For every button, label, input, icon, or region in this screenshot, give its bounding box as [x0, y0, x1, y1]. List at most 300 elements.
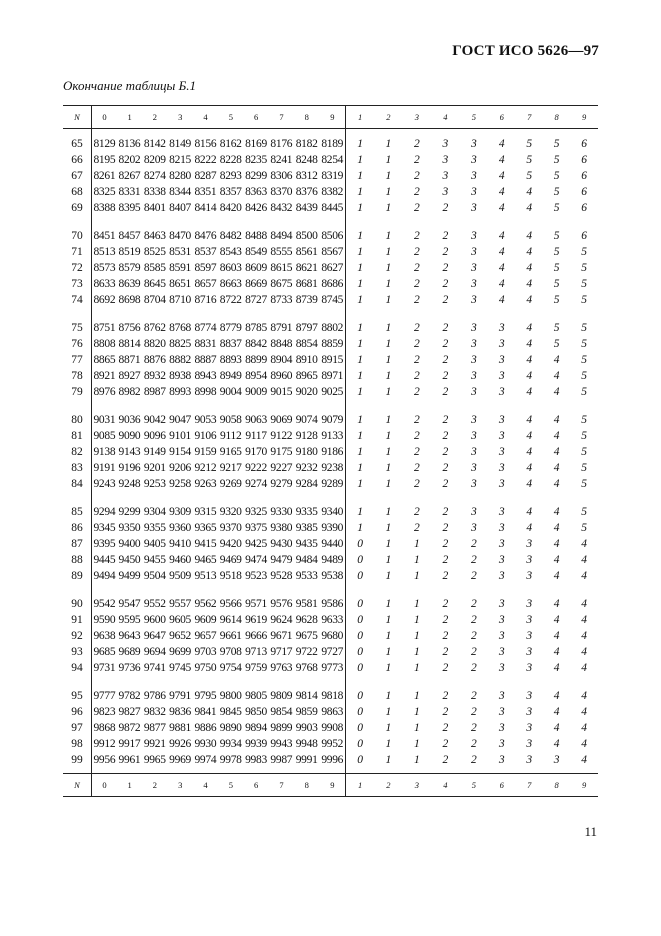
mantissa-cell: 8965: [295, 370, 318, 383]
difference-cell: 2: [414, 246, 420, 259]
mantissa-cell: 8222: [194, 154, 217, 167]
difference-cell: 4: [581, 538, 588, 551]
difference-cell: 2: [470, 722, 477, 735]
difference-cell: 3: [498, 706, 505, 719]
mantissa-cell: 8451: [93, 230, 116, 243]
difference-cell: 1: [385, 414, 392, 427]
difference-cell: 1: [414, 706, 420, 719]
mantissa-cell: 8287: [194, 170, 217, 183]
difference-cell: 3: [553, 754, 560, 767]
mantissa-cell: 8299: [245, 170, 267, 183]
mantissa-cell: 8797: [295, 322, 318, 335]
difference-cell: 0: [357, 722, 364, 735]
difference-cell: 3: [526, 570, 533, 583]
mantissa-cell: 8591: [169, 262, 191, 275]
difference-cell: 0: [357, 662, 364, 675]
mantissa-cell: 9138: [93, 446, 116, 459]
difference-cell: 4: [526, 186, 533, 199]
mantissa-cell: 8993: [169, 386, 191, 399]
mantissa-cell: 8943: [194, 370, 217, 383]
difference-cell: 1: [385, 506, 392, 519]
mantissa-cell: 8241: [270, 154, 293, 167]
mantissa-cell: 8519: [118, 246, 141, 259]
difference-cell: 3: [498, 554, 505, 567]
mantissa-cell: 9675: [295, 630, 318, 643]
mantissa-cell: 9330: [270, 506, 293, 519]
mantissa-cell: 8189: [319, 129, 345, 154]
difference-cell: 1: [357, 386, 364, 399]
difference-cell: 5: [553, 322, 560, 335]
mantissa-cell: 9069: [270, 414, 293, 427]
mantissa-cell: 9420: [219, 538, 242, 551]
difference-cell: 3: [526, 538, 533, 551]
difference-cell: 4: [526, 246, 533, 259]
header-cell: 2: [374, 106, 402, 129]
mantissa-cell: 9952: [319, 737, 345, 753]
mantissa-cell: 9590: [93, 614, 116, 627]
mantissa-cell: 9877: [143, 722, 166, 735]
difference-cell: 5: [553, 262, 560, 275]
mantissa-cell: 9243: [93, 478, 116, 491]
footer-header-cell: 7: [269, 774, 294, 797]
difference-cell: 4: [498, 138, 505, 151]
row-number-cell: 92: [63, 629, 91, 645]
mantissa-cell: 8500: [295, 230, 318, 243]
difference-cell: 1: [414, 554, 420, 567]
mantissa-cell: 9881: [169, 722, 191, 735]
mantissa-cell: 9212: [194, 462, 217, 475]
mantissa-cell: 8195: [93, 154, 116, 167]
mantissa-cell: 9763: [270, 662, 293, 675]
mantissa-cell: 8686: [319, 277, 345, 293]
mantissa-cell: 9671: [270, 630, 293, 643]
table-row: [63, 221, 598, 245]
difference-cell: 4: [526, 354, 533, 367]
mantissa-cell: 9566: [219, 598, 242, 611]
difference-cell: 2: [470, 614, 477, 627]
difference-cell: 4: [498, 154, 505, 167]
mantissa-cell: 9827: [118, 706, 141, 719]
mantissa-cell: 9800: [219, 690, 242, 703]
mantissa-cell: 9694: [143, 646, 166, 659]
table-row: [63, 385, 598, 405]
difference-cell: 5: [553, 138, 560, 151]
mantissa-cell: 8762: [143, 322, 166, 335]
table-row: [63, 353, 598, 369]
difference-cell: 3: [498, 478, 505, 491]
difference-cell: 1: [385, 690, 392, 703]
difference-cell: 4: [526, 370, 533, 383]
mantissa-cell: 9450: [118, 554, 141, 567]
difference-cell: 4: [553, 478, 560, 491]
row-number-cell: 65: [63, 129, 91, 154]
mantissa-cell: 8820: [143, 338, 166, 351]
mantissa-cell: 9666: [245, 630, 267, 643]
mantissa-cell: 8976: [93, 386, 116, 399]
mantissa-cell: 9974: [194, 754, 217, 767]
table-row: [63, 661, 598, 681]
mantissa-cell: 9624: [270, 614, 293, 627]
mantissa-cell: 9350: [118, 522, 141, 535]
difference-cell: 3: [470, 522, 477, 535]
mantissa-cell: 9009: [245, 386, 267, 399]
mantissa-cell: 9595: [118, 614, 141, 627]
difference-cell: 4: [553, 554, 560, 567]
difference-cell: 5: [581, 294, 588, 307]
mantissa-cell: 8506: [319, 221, 345, 245]
mantissa-cell: 8865: [93, 354, 116, 367]
mantissa-cell: 8887: [194, 354, 217, 367]
mantissa-cell: 8915: [319, 353, 345, 369]
difference-cell: 5: [553, 278, 560, 291]
row-number-cell: 86: [63, 521, 91, 537]
mantissa-cell: 8463: [143, 230, 166, 243]
table-row: [63, 613, 598, 629]
difference-cell: 4: [526, 202, 533, 215]
difference-cell: 2: [414, 386, 420, 399]
mantissa-cell: 8716: [194, 294, 217, 307]
footer-header-cell: 1: [117, 774, 142, 797]
mantissa-cell: 9586: [319, 589, 345, 613]
difference-cell: 1: [414, 614, 420, 627]
difference-cell: 3: [442, 138, 449, 151]
difference-cell: 5: [581, 478, 588, 491]
mantissa-cell: 9415: [194, 538, 217, 551]
difference-cell: 5: [581, 322, 588, 335]
mantissa-cell: 8938: [169, 370, 191, 383]
mantissa-cell: 9079: [319, 405, 345, 429]
mantissa-cell: 8331: [118, 186, 141, 199]
difference-cell: 2: [442, 414, 449, 427]
mantissa-cell: 8149: [169, 138, 191, 151]
mantissa-cell: 8987: [143, 386, 166, 399]
difference-cell: 1: [414, 538, 420, 551]
difference-cell: 3: [526, 554, 533, 567]
difference-cell: 1: [385, 386, 392, 399]
difference-cell: 4: [498, 294, 505, 307]
mantissa-cell: 9279: [270, 478, 293, 491]
difference-cell: 1: [357, 262, 364, 275]
mantissa-cell: 8370: [270, 186, 293, 199]
mantissa-cell: 9299: [118, 506, 141, 519]
difference-cell: 4: [498, 186, 505, 199]
mantissa-cell: 9777: [93, 690, 116, 703]
mantissa-cell: 9154: [169, 446, 191, 459]
mantissa-cell: 8351: [194, 186, 217, 199]
difference-cell: 2: [442, 598, 449, 611]
difference-cell: 3: [498, 598, 505, 611]
table-row: [63, 313, 598, 337]
difference-cell: 4: [553, 598, 560, 611]
difference-cell: 4: [553, 522, 560, 535]
mantissa-cell: 9894: [245, 722, 267, 735]
mantissa-cell: 9652: [169, 630, 191, 643]
mantissa-cell: 9533: [295, 570, 318, 583]
mantissa-cell: 9484: [295, 554, 318, 567]
mantissa-cell: 9969: [169, 754, 191, 767]
difference-cell: 3: [526, 738, 533, 751]
mantissa-cell: 9614: [219, 614, 242, 627]
row-number-cell: 70: [63, 221, 91, 245]
mantissa-cell: 8998: [194, 386, 217, 399]
mantissa-cell: 9745: [169, 662, 191, 675]
mantissa-cell: 8814: [118, 338, 141, 351]
mantissa-cell: 8657: [194, 278, 217, 291]
mantissa-cell: 8274: [143, 170, 166, 183]
table-caption: Окончание таблицы Б.1: [63, 78, 196, 93]
mantissa-cell: 8639: [118, 278, 141, 291]
difference-cell: 2: [470, 646, 477, 659]
difference-cell: 1: [357, 478, 364, 491]
mantissa-cell: 9143: [118, 446, 141, 459]
difference-cell: 3: [470, 322, 477, 335]
mantissa-cell: 8698: [118, 294, 141, 307]
mantissa-cell: 9987: [270, 754, 293, 767]
document-header: ГОСТ ИСО 5626—97: [452, 43, 599, 59]
difference-cell: 5: [553, 154, 560, 167]
mantissa-cell: 9991: [295, 754, 318, 767]
difference-cell: 2: [442, 538, 449, 551]
mantissa-cell: 8971: [319, 369, 345, 385]
mantissa-cell: 8215: [169, 154, 191, 167]
difference-cell: 3: [442, 170, 449, 183]
difference-cell: 3: [498, 506, 505, 519]
difference-cell: 2: [442, 690, 449, 703]
mantissa-cell: 8513: [93, 246, 116, 259]
header-cell: 7: [269, 106, 294, 129]
mantissa-cell: 9823: [93, 706, 116, 719]
difference-cell: 1: [357, 414, 364, 427]
mantissa-cell: 9128: [295, 430, 318, 443]
mantissa-cell: 9854: [270, 706, 293, 719]
row-number-cell: 96: [63, 705, 91, 721]
difference-cell: 1: [385, 598, 392, 611]
mantissa-cell: 8904: [270, 354, 293, 367]
table-row: [63, 277, 598, 293]
mantissa-cell: 9085: [93, 430, 116, 443]
difference-cell: 3: [526, 630, 533, 643]
mantissa-cell: 9841: [194, 706, 217, 719]
difference-cell: 4: [526, 278, 533, 291]
mantissa-cell: 9191: [93, 462, 116, 475]
difference-cell: 1: [357, 170, 364, 183]
difference-cell: 5: [581, 278, 588, 291]
mantissa-cell: 9845: [219, 706, 242, 719]
difference-cell: 4: [526, 446, 533, 459]
row-number-cell: 94: [63, 661, 91, 681]
mantissa-cell: 9832: [143, 706, 166, 719]
mantissa-cell: 8426: [245, 202, 267, 215]
difference-cell: 2: [470, 690, 477, 703]
mantissa-cell: 9304: [143, 506, 166, 519]
mantissa-cell: 8162: [219, 138, 242, 151]
row-number-cell: 85: [63, 497, 91, 521]
difference-cell: 1: [385, 646, 392, 659]
mantissa-cell: 9309: [169, 506, 191, 519]
difference-cell: 4: [553, 614, 560, 627]
mantissa-cell: 9996: [319, 753, 345, 774]
mantissa-cell: 9809: [270, 690, 293, 703]
difference-cell: 3: [470, 462, 477, 475]
mantissa-cell: 9773: [319, 661, 345, 681]
mantissa-cell: 8893: [219, 354, 242, 367]
difference-cell: 2: [470, 706, 477, 719]
mantissa-cell: 9375: [245, 522, 267, 535]
difference-cell: 4: [553, 630, 560, 643]
mantissa-cell: 9165: [219, 446, 242, 459]
difference-cell: 1: [385, 738, 392, 751]
row-number-cell: 87: [63, 537, 91, 553]
mantissa-cell: 8531: [169, 246, 191, 259]
difference-cell: 5: [526, 154, 533, 167]
header-cell: 4: [193, 106, 218, 129]
mantissa-cell: 9908: [319, 721, 345, 737]
difference-cell: 6: [581, 170, 588, 183]
mantissa-cell: 9004: [219, 386, 242, 399]
difference-cell: 1: [385, 554, 392, 567]
difference-cell: 2: [470, 738, 477, 751]
difference-cell: 4: [553, 414, 560, 427]
mantissa-cell: 8325: [93, 186, 116, 199]
header-cell: 8: [543, 106, 570, 129]
mantissa-cell: 9657: [194, 630, 217, 643]
difference-cell: 4: [581, 722, 588, 735]
difference-cell: 1: [414, 690, 420, 703]
table-row: [63, 569, 598, 589]
mantissa-cell: 9365: [194, 522, 217, 535]
difference-cell: 5: [581, 386, 588, 399]
difference-cell: 1: [385, 154, 392, 167]
mantissa-cell: 9390: [319, 521, 345, 537]
difference-cell: 0: [357, 646, 364, 659]
mantissa-cell: 9805: [245, 690, 267, 703]
mantissa-cell: 8382: [319, 185, 345, 201]
table-row: [63, 185, 598, 201]
difference-cell: 2: [470, 662, 477, 675]
mantissa-cell: 9863: [319, 705, 345, 721]
mantissa-cell: 8848: [270, 338, 293, 351]
mantissa-cell: 9031: [93, 414, 116, 427]
table-row: [63, 245, 598, 261]
mantissa-cell: 8248: [295, 154, 318, 167]
difference-cell: 0: [357, 614, 364, 627]
difference-cell: 2: [414, 170, 420, 183]
difference-cell: 3: [470, 202, 477, 215]
difference-cell: 5: [553, 170, 560, 183]
difference-cell: 2: [414, 462, 420, 475]
mantissa-cell: 8457: [118, 230, 141, 243]
mantissa-cell: 8675: [270, 278, 293, 291]
mantissa-cell: 8494: [270, 230, 293, 243]
row-number-cell: 89: [63, 569, 91, 589]
mantissa-cell: 9523: [245, 570, 267, 583]
difference-cell: 1: [385, 614, 392, 627]
difference-cell: 4: [581, 646, 588, 659]
mantissa-cell: 9731: [93, 662, 116, 675]
difference-cell: 4: [553, 354, 560, 367]
table-row: [63, 629, 598, 645]
difference-cell: 3: [498, 522, 505, 535]
mantissa-cell: 8136: [118, 138, 141, 151]
difference-cell: 2: [414, 202, 420, 215]
mantissa-cell: 9206: [169, 462, 191, 475]
mantissa-cell: 9638: [93, 630, 116, 643]
difference-cell: 4: [498, 170, 505, 183]
footer-header-cell: 4: [193, 774, 218, 797]
row-number-cell: 67: [63, 169, 91, 185]
difference-cell: 3: [526, 646, 533, 659]
mantissa-cell: 8751: [93, 322, 116, 335]
difference-cell: 3: [470, 414, 477, 427]
mantissa-cell: 9355: [143, 522, 166, 535]
difference-cell: 3: [498, 570, 505, 583]
difference-cell: 2: [414, 262, 420, 275]
mantissa-cell: 8395: [118, 202, 141, 215]
difference-cell: 3: [526, 706, 533, 719]
difference-cell: 1: [357, 370, 364, 383]
header-cell: 7: [516, 106, 543, 129]
difference-cell: 5: [581, 430, 588, 443]
difference-cell: 1: [357, 462, 364, 475]
difference-cell: 0: [357, 630, 364, 643]
difference-cell: 2: [414, 478, 420, 491]
difference-cell: 2: [442, 630, 449, 643]
mantissa-cell: 9786: [143, 690, 166, 703]
mantissa-cell: 8882: [169, 354, 191, 367]
mantissa-cell: 9284: [295, 478, 318, 491]
mantissa-cell: 9795: [194, 690, 217, 703]
difference-cell: 1: [385, 354, 392, 367]
difference-cell: 1: [357, 202, 364, 215]
mantissa-cell: 9890: [219, 722, 242, 735]
footer-header-cell: 7: [516, 774, 543, 797]
difference-cell: 3: [470, 186, 477, 199]
mantissa-cell: 8779: [219, 322, 242, 335]
mantissa-cell: 8525: [143, 246, 166, 259]
difference-cell: 5: [581, 462, 588, 475]
footer-header-cell: N: [63, 774, 91, 797]
mantissa-cell: 9289: [319, 477, 345, 497]
mantissa-cell: 9370: [219, 522, 242, 535]
mantissa-cell: 9661: [219, 630, 242, 643]
difference-cell: 3: [498, 662, 505, 675]
row-number-cell: 93: [63, 645, 91, 661]
difference-cell: 2: [442, 262, 449, 275]
table-row: [63, 477, 598, 497]
mantissa-cell: 9939: [245, 738, 267, 751]
difference-cell: 3: [498, 722, 505, 735]
mantissa-cell: 9232: [295, 462, 318, 475]
difference-cell: 3: [470, 506, 477, 519]
difference-cell: 6: [581, 186, 588, 199]
mantissa-cell: 8319: [319, 169, 345, 185]
mantissa-cell: 8921: [93, 370, 116, 383]
mantissa-cell: 8555: [270, 246, 293, 259]
difference-cell: 1: [414, 662, 420, 675]
difference-cell: 3: [470, 138, 477, 151]
mantissa-cell: 9036: [118, 414, 141, 427]
mantissa-cell: 8825: [169, 338, 191, 351]
mantissa-cell: 9917: [118, 738, 141, 751]
header-cell: 6: [243, 106, 268, 129]
difference-cell: 1: [414, 754, 420, 767]
mantissa-cell: 9238: [319, 461, 345, 477]
difference-cell: 2: [442, 754, 449, 767]
difference-cell: 4: [526, 522, 533, 535]
difference-cell: 1: [357, 322, 364, 335]
mantissa-cell: 9547: [118, 598, 141, 611]
difference-cell: 2: [442, 246, 449, 259]
